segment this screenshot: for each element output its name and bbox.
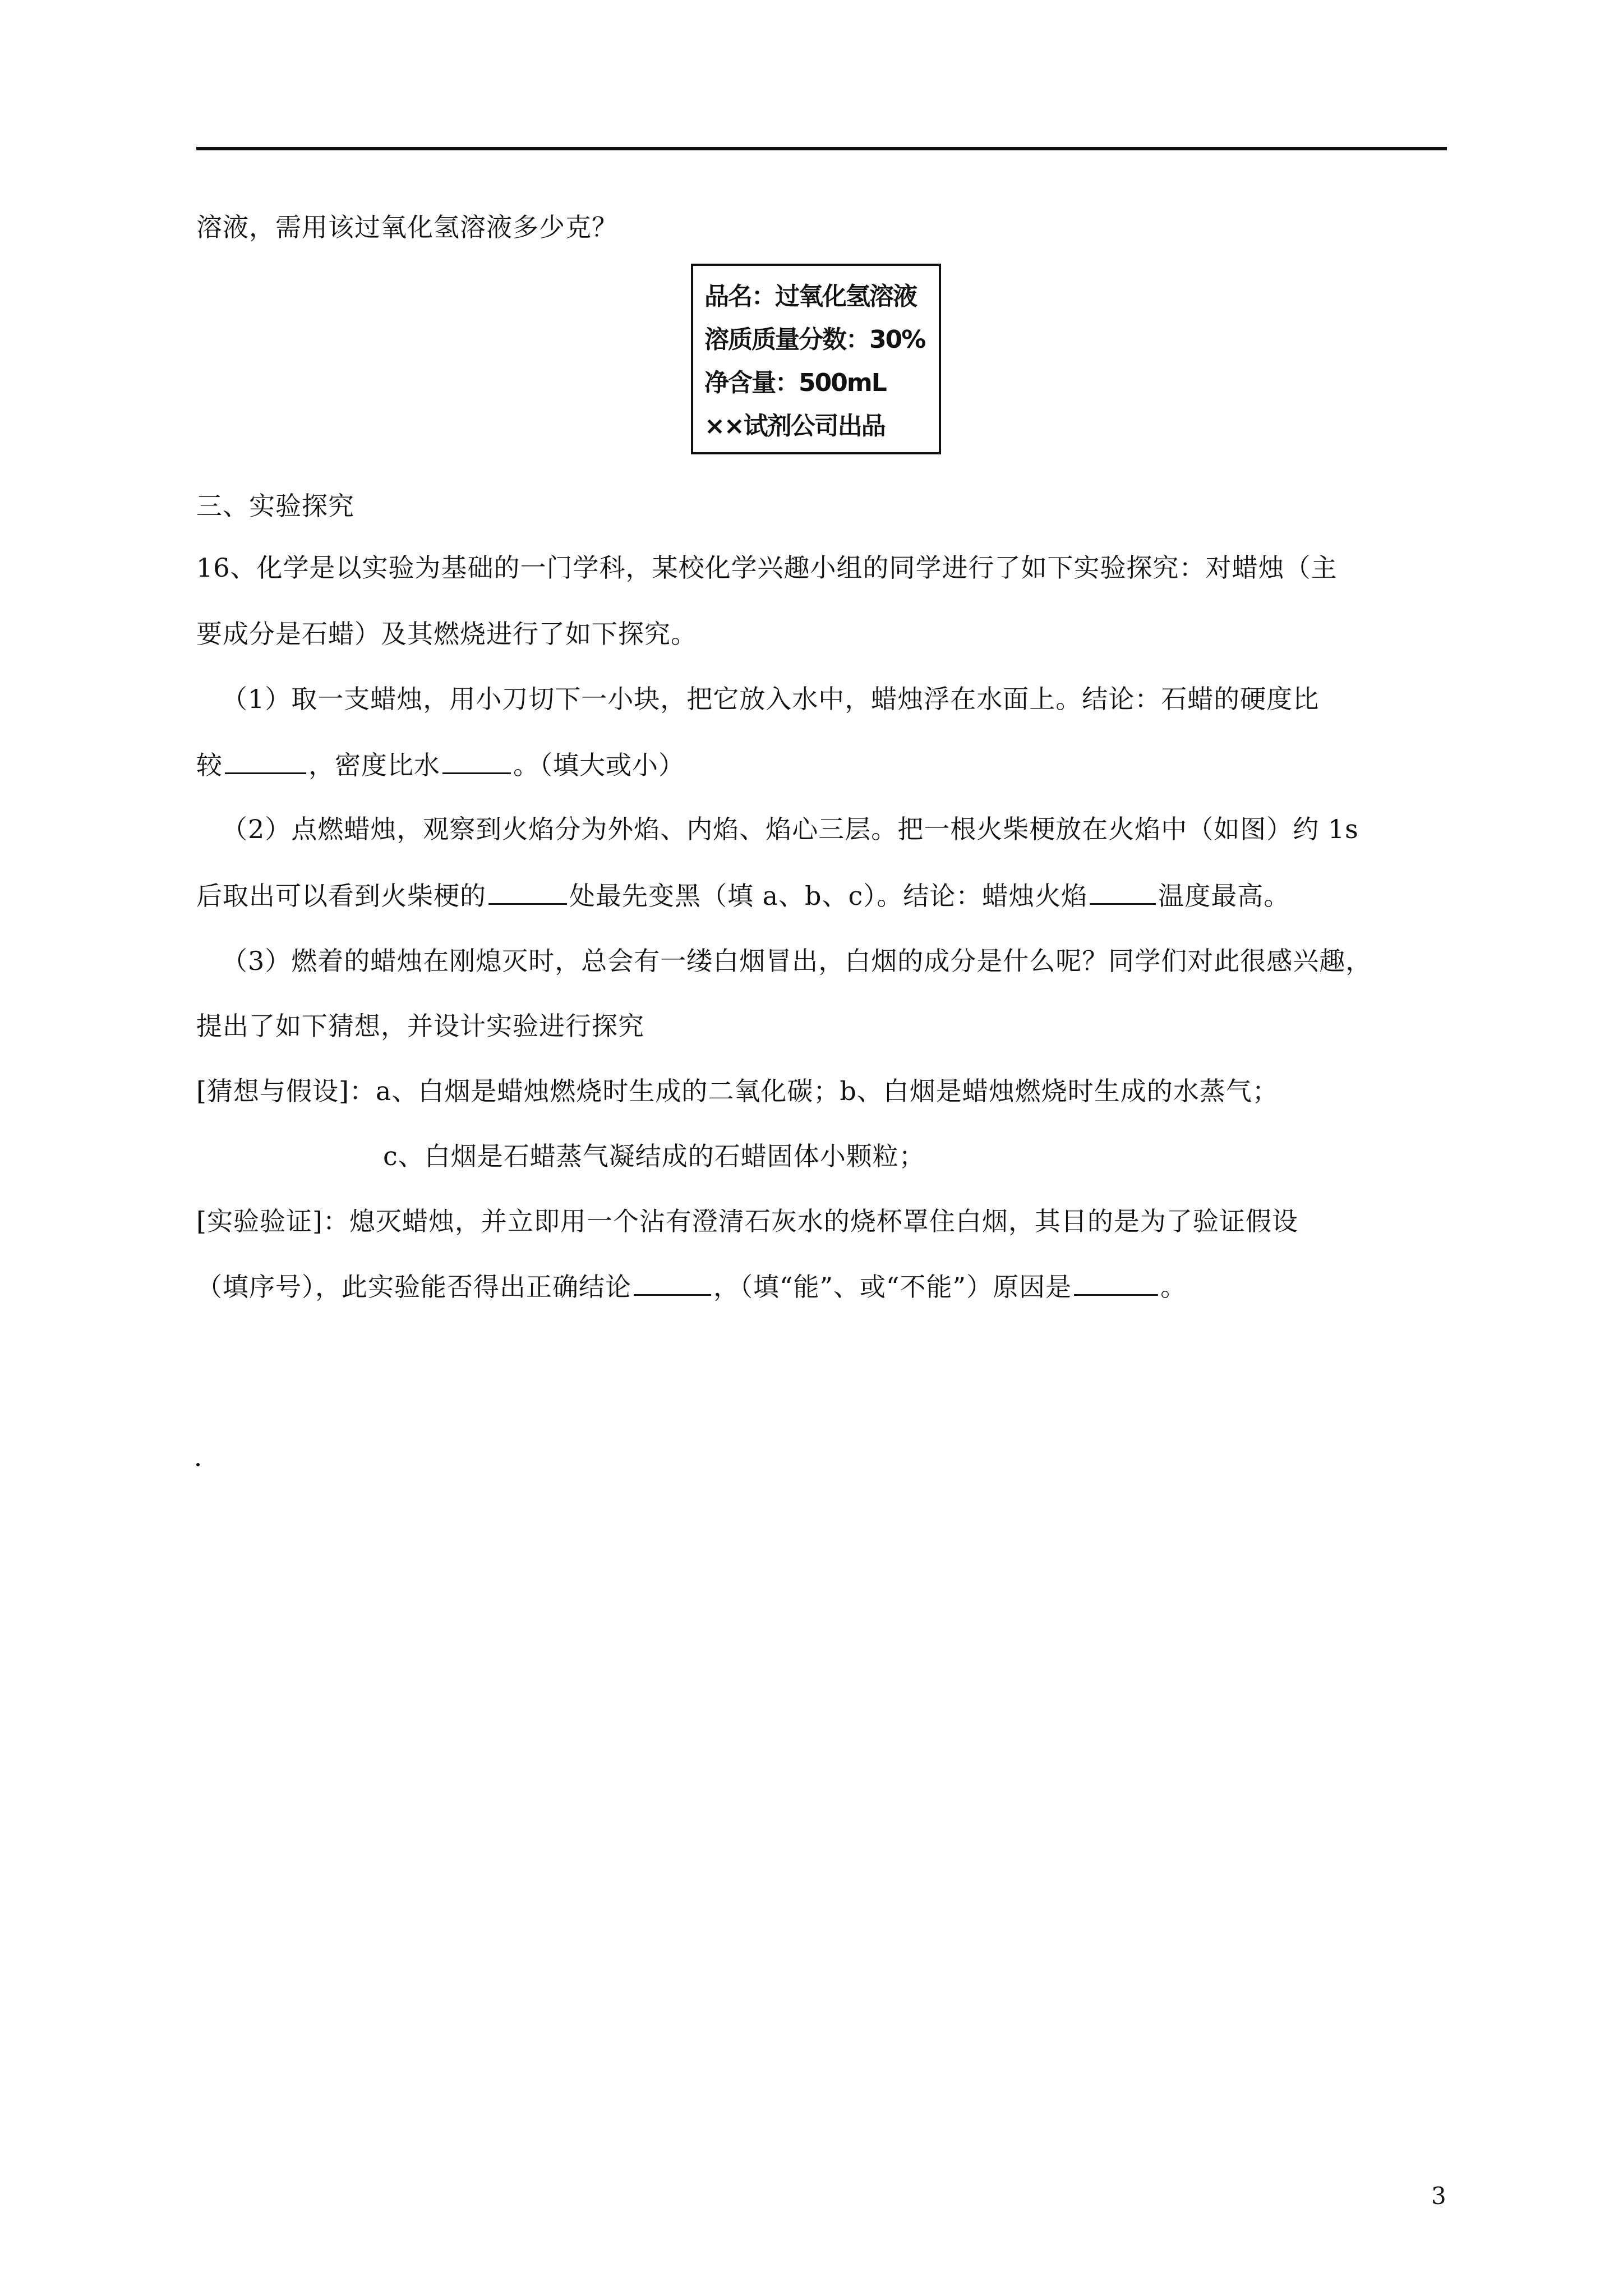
q16-intro-line2: 要成分是石蜡）及其燃烧进行了如下探究。 <box>196 619 697 649</box>
q16-part2-text-a: 后取出可以看到火柴梗的 <box>196 881 486 911</box>
answer-blank-hardness[interactable] <box>225 748 306 774</box>
verification-text-c: 。 <box>1160 1272 1187 1302</box>
answer-blank-reason[interactable] <box>1074 1269 1158 1296</box>
answer-blank-match-position[interactable] <box>488 878 567 905</box>
hypothesis-line2: c、白烟是石蜡蒸气凝结成的石蜡固体小颗粒； <box>383 1141 925 1171</box>
label-mass-fraction: 溶质质量分数：30% <box>704 325 925 354</box>
q16-part1-text-b: ，密度比水 <box>308 750 440 780</box>
q16-part1-line1: （1）取一支蜡烛，用小刀切下一小块，把它放入水中，蜡烛浮在水面上。结论：石蜡的硬度比 <box>222 684 1320 714</box>
label-net-content: 净含量：500mL <box>704 369 886 397</box>
q16-part2-text-c: 温度最高。 <box>1158 881 1290 911</box>
answer-blank-flame-layer[interactable] <box>1090 878 1156 905</box>
q16-part3-line1: （3）燃着的蜡烛在刚熄灭时，总会有一缕白烟冒出，白烟的成分是什么呢？同学们对此很感兴趣， <box>222 946 1372 976</box>
q16-part1-line2 <box>196 748 685 782</box>
answer-blank-conclusion[interactable] <box>634 1269 711 1296</box>
verification-text-b: ，（填“能”、或“不能”）原因是 <box>713 1272 1072 1302</box>
stray-dot <box>196 1463 200 1466</box>
q16-part2-line1: （2）点燃蜡烛，观察到火焰分为外焰、内焰、焰心三层。把一根火柴梗放在火焰中（如图）约 1s <box>222 814 1359 844</box>
verification-text-a: （填序号），此实验能否得出正确结论 <box>196 1272 631 1302</box>
section-title: 三、实验探究 <box>196 491 354 521</box>
q16-part3-line2: 提出了如下猜想，并设计实验进行探究 <box>196 1011 644 1041</box>
verification-line1: [实验验证]：熄灭蜡烛，并立即用一个沾有澄清石灰水的烧杯罩住白烟，其目的是为了验证假设 <box>196 1206 1298 1236</box>
page-number: 3 <box>1431 2182 1446 2210</box>
label-manufacturer: ××试剂公司出品 <box>704 412 885 440</box>
q16-part2-line2 <box>196 878 1290 913</box>
hypothesis-line1: [猜想与假设]：a、白烟是蜡烛燃烧时生成的二氧化碳；b、白烟是蜡烛燃烧时生成的水蒸气； <box>196 1076 1279 1106</box>
product-label-box <box>691 264 941 454</box>
q16-part1-text-a: 较 <box>196 750 223 780</box>
q16-part1-text-c: 。（填大或小） <box>513 750 685 780</box>
q15-tail: 溶液，需用该过氧化氢溶液多少克？ <box>196 212 618 242</box>
answer-blank-density[interactable] <box>442 748 511 774</box>
label-product-name: 品名：过氧化氢溶液 <box>704 282 916 311</box>
q16-intro-line1: 16、化学是以实验为基础的一门学科，某校化学兴趣小组的同学进行了如下实验探究：对蜡烛（主 <box>196 553 1338 583</box>
header-rule <box>196 147 1447 150</box>
verification-line2 <box>196 1269 1187 1304</box>
q16-part2-text-b: 处最先变黑（填 a、b、c）。结论：蜡烛火焰 <box>569 881 1088 911</box>
